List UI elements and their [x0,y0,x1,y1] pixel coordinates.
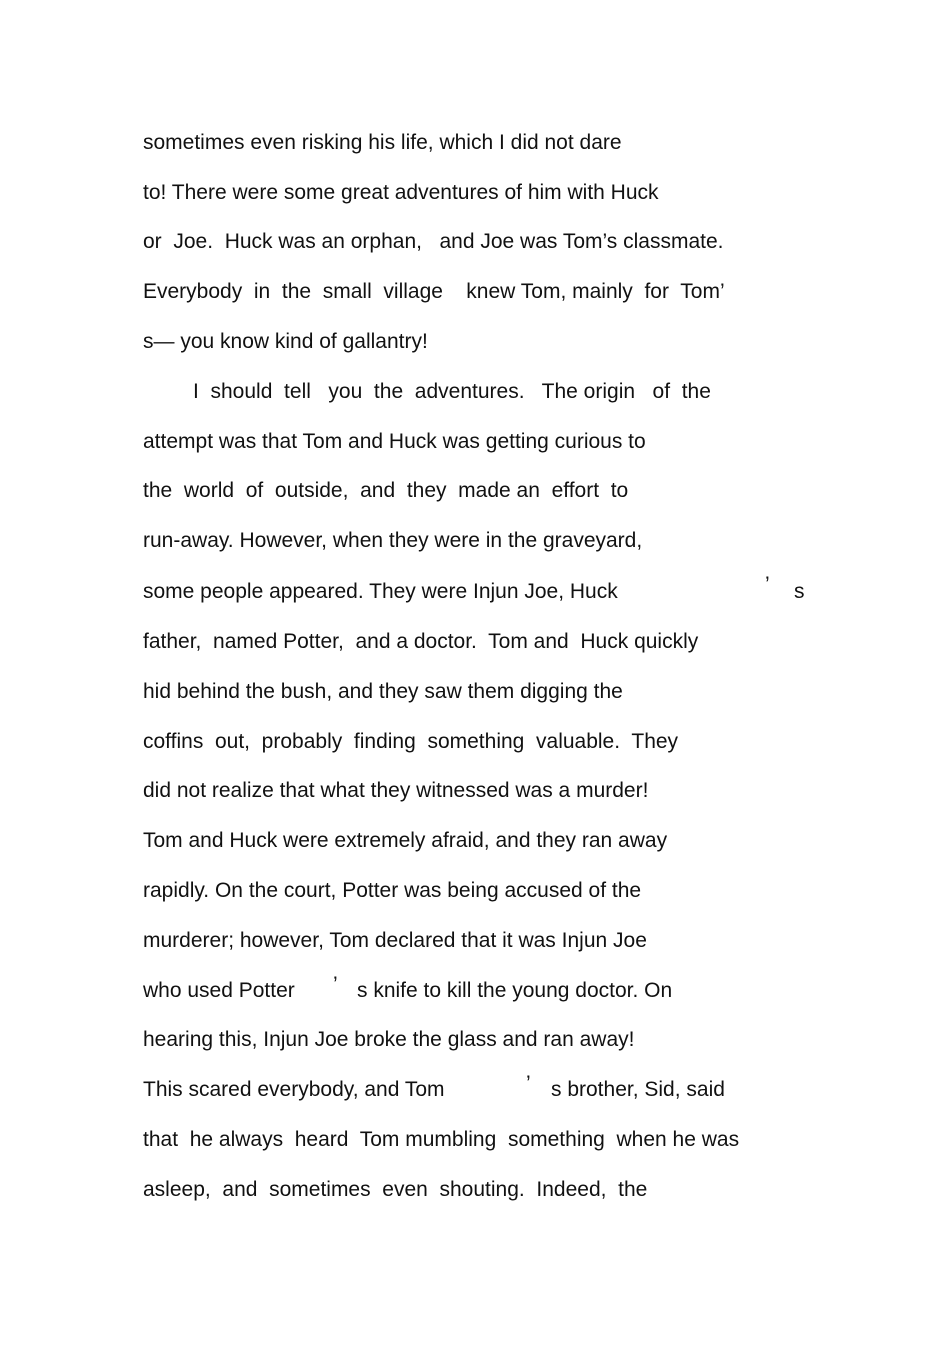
text-line: who used Potter [143,979,295,1002]
text-line: s brother, Sid, said [551,1078,725,1101]
text-fragment: s [794,580,805,603]
text-line: that he always heard Tom mumbling something when he was [143,1128,740,1151]
text-line: s knife to kill the young doctor. On [357,979,673,1002]
text-line: This scared everybody, and Tom [143,1078,445,1101]
text-line: to! There were some great adventures of him with Huck [143,181,659,204]
text-line: or Joe. Huck was an orphan, and Joe was Tom’s classmate. [143,230,724,253]
apostrophe-mark: ’ [333,973,338,996]
apostrophe-mark: ’ [765,573,770,596]
text-line: murderer; however, Tom declared that it was Injun Joe [143,929,647,952]
text-line: Everybody in the small village knew Tom, mainly for Tom’ [143,280,725,303]
text-line: rapidly. On the court, Potter was being accused of the [143,879,642,902]
text-line: attempt was that Tom and Huck was getting curious to [143,430,646,453]
text-line: s— you know kind of gallantry! [143,330,428,353]
text-line: father, named Potter, and a doctor. Tom and Huck quickly [143,630,699,653]
text-line: hid behind the bush, and they saw them digging the [143,680,623,703]
text-line: sometimes even risking his life, which I did not dare [143,131,622,154]
text-line: asleep, and sometimes even shouting. Indeed, the [143,1178,648,1201]
text-line: did not realize that what they witnessed was a murder! [143,779,649,802]
text-line: coffins out, probably finding something valuable. They [143,730,679,753]
text-line: I should tell you the adventures. The origin of the [193,380,711,403]
text-line: hearing this, Injun Joe broke the glass and ran away! [143,1028,635,1051]
text-line: the world of outside, and they made an effort to [143,479,629,502]
text-line: some people appeared. They were Injun Joe, Huck [143,580,618,603]
text-line: Tom and Huck were extremely afraid, and they ran away [143,829,668,852]
apostrophe-mark: ’ [526,1072,531,1095]
text-line: run-away. However, when they were in the graveyard, [143,529,643,552]
